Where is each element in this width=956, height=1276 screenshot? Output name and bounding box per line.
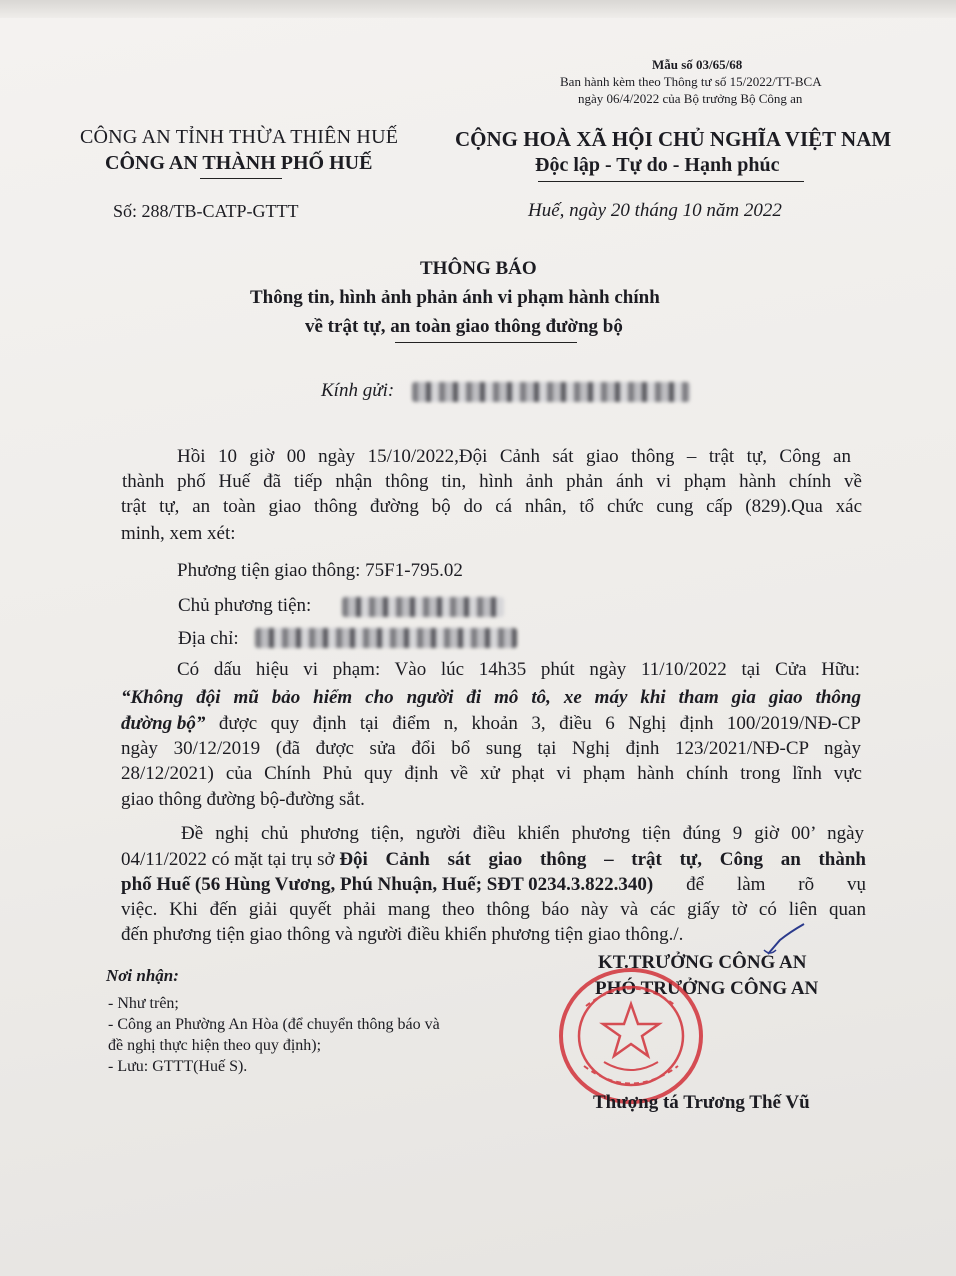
violation-quote-end: đường bộ” — [121, 713, 206, 734]
nation-title: CỘNG HOÀ XÃ HỘI CHỦ NGHĨA VIỆT NAM — [455, 127, 892, 151]
handwritten-signature-icon — [720, 920, 830, 960]
signature-authority-line1: KT.TRƯỞNG CÔNG AN — [598, 952, 807, 973]
motto-underline — [538, 181, 804, 182]
body-p1-line1: Hồi 10 giờ 00 ngày 15/10/2022,Đội Cảnh sát giao thông – trật tự, Công an — [177, 446, 851, 467]
official-seal-icon — [556, 966, 706, 1106]
body-p2-line5: 28/12/2021) của Chính Phủ quy định về xử phạt vi phạm hành chính trong lĩnh vực — [121, 763, 862, 784]
redacted-recipient — [412, 382, 690, 402]
body-p2-line1: Có dấu hiệu vi phạm: Vào lúc 14h35 phút ngày 11/10/2022 tại Cửa Hữu: — [177, 659, 860, 680]
office-address: phố Huế (56 Hùng Vương, Phú Nhuận, Huế; SĐT 0234.3.822.340) — [121, 874, 654, 895]
agency-underline — [200, 178, 282, 179]
recipients-title: Nơi nhận: — [106, 966, 179, 985]
request-date: 04/11/2022 có mặt tại trụ sở — [121, 849, 340, 870]
signer-name: Thượng tá Trương Thế Vũ — [593, 1092, 810, 1113]
body-p2-line6: giao thông đường bộ-đường sắt. — [121, 789, 365, 810]
subtitle-underline — [395, 342, 577, 343]
office-name: Đội Cảnh sát giao thông – trật tự, Công an thành — [339, 849, 866, 870]
page-top-shadow — [0, 0, 956, 18]
owner-label: Chủ phương tiện: — [178, 595, 312, 616]
agency-name: CÔNG AN THÀNH PHỐ HUẾ — [105, 152, 373, 174]
agency-parent: CÔNG AN TỈNH THỪA THIÊN HUẾ — [80, 126, 399, 148]
body-p3-line2 — [121, 849, 866, 871]
body-p2-line3 — [121, 713, 861, 735]
recipient-item: đề nghị thực hiện theo quy định); — [108, 1037, 322, 1054]
signature-authority-line2: PHÓ TRƯỞNG CÔNG AN — [595, 978, 819, 999]
place-date: Huế, ngày 20 tháng 10 năm 2022 — [528, 200, 782, 221]
address-label: Địa chỉ: — [178, 628, 239, 649]
form-reference-line2: ngày 06/4/2022 của Bộ trưởng Bộ Công an — [578, 91, 803, 106]
recipient-item: - Lưu: GTTT(Huế S). — [108, 1058, 248, 1075]
purpose-text: để làm rõ vụ — [653, 874, 866, 895]
redacted-address — [255, 628, 517, 648]
body-p1-line4: minh, xem xét: — [121, 523, 236, 544]
legal-reference: được quy định tại điểm n, khoản 3, điều 6 Nghị định 100/2019/NĐ-CP — [205, 713, 861, 734]
body-p1-line2: thành phố Huế đã tiếp nhận thông tin, hình ảnh phản ánh vi phạm hành chính về — [122, 471, 862, 492]
document-subtitle-line2: về trật tự, an toàn giao thông đường bộ — [305, 316, 623, 337]
body-p3-line1: Đề nghị chủ phương tiện, người điều khiển phương tiện đúng 9 giờ 00’ ngày — [181, 823, 864, 844]
body-p2-line4: ngày 30/12/2019 (đã được sửa đổi bổ sung tại Nghị định 123/2021/NĐ-CP ngày — [121, 738, 861, 759]
body-p2-line2: “Không đội mũ bảo hiểm cho người đi mô tô, xe máy khi tham gia giao thông — [121, 687, 861, 708]
body-p3-line5: đến phương tiện giao thông và người điều khiển phương tiện giao thông./. — [121, 924, 684, 945]
form-reference-line1: Ban hành kèm theo Thông tư số 15/2022/TT-BCA — [560, 74, 822, 89]
vehicle-plate: Phương tiện giao thông: 75F1-795.02 — [177, 560, 463, 581]
recipient-item: - Công an Phường An Hòa (để chuyển thông báo và — [108, 1016, 440, 1033]
national-motto: Độc lập - Tự do - Hạnh phúc — [535, 154, 780, 176]
document-subtitle-line1: Thông tin, hình ảnh phản ánh vi phạm hành chính — [250, 287, 660, 308]
body-p1-line3: trật tự, an toàn giao thông đường bộ do cá nhân, tổ chức cung cấp (829).Qua xác — [121, 496, 862, 517]
redacted-owner — [342, 597, 504, 617]
document-number: Số: 288/TB-CATP-GTTT — [113, 201, 299, 221]
recipient-item: - Như trên; — [108, 995, 179, 1012]
body-p3-line4: việc. Khi đến giải quyết phải mang theo thông báo này và các giấy tờ có liên quan — [121, 899, 866, 920]
form-code: Mẫu số 03/65/68 — [652, 57, 743, 72]
greeting-label: Kính gửi: — [321, 380, 395, 401]
document-title: THÔNG BÁO — [420, 258, 537, 279]
body-p3-line3 — [121, 874, 866, 896]
